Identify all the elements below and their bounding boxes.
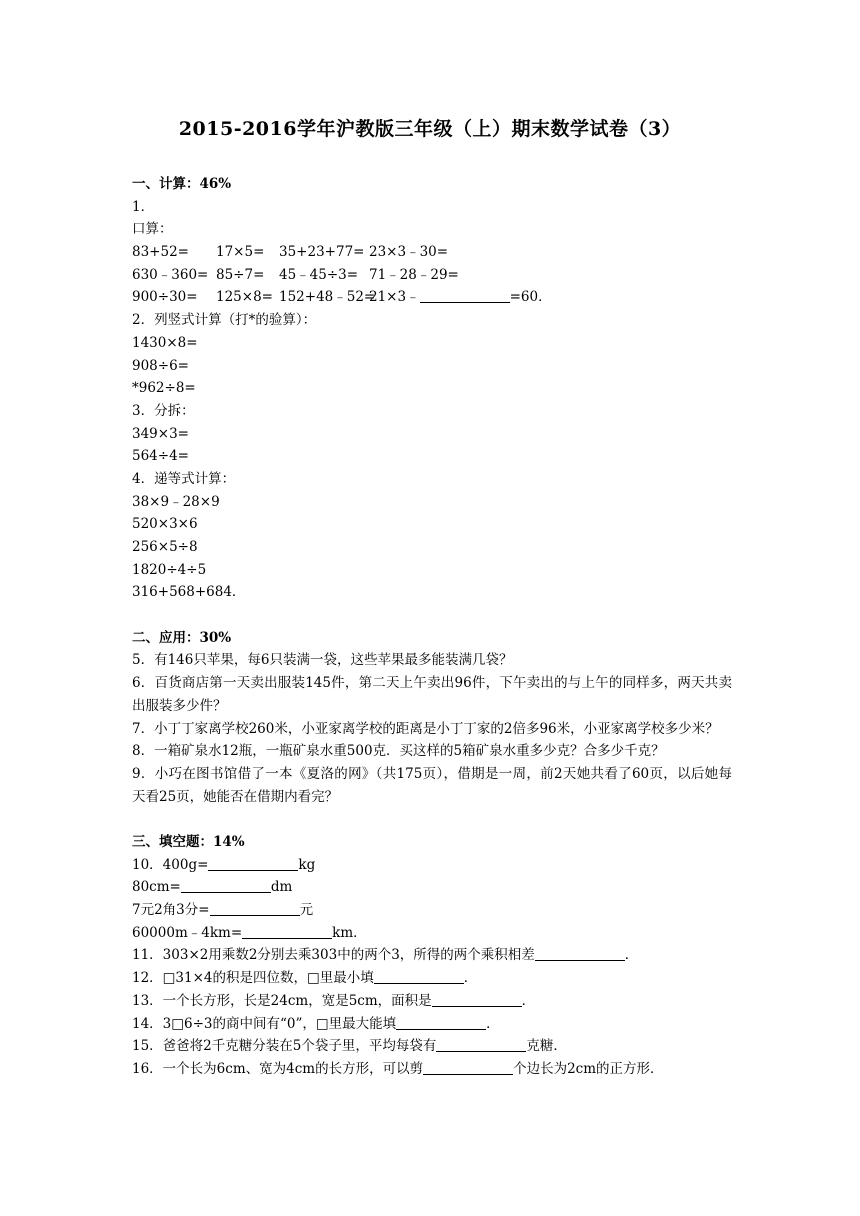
fill-item	[132, 922, 732, 945]
fill-pre: 14．3□6÷3的商中间有“0”，□里最大能填	[132, 1015, 397, 1032]
calc-item: 1430×8=	[132, 334, 198, 351]
fill-post: kg	[298, 856, 316, 873]
fill-post: 个边长为2cm的正方形．	[513, 1060, 664, 1077]
question-text: 7．小丁丁家离学校260米，小亚家离学校的距离是小丁丁家的2倍多96米，小亚家离学校多少米？	[132, 720, 719, 737]
fill-item	[132, 1058, 732, 1081]
calc-item: 349×3=	[132, 425, 189, 442]
answer-blank[interactable]	[396, 1015, 486, 1030]
answer-blank[interactable]	[436, 1037, 526, 1052]
calc-item: 908÷6=	[132, 357, 189, 374]
fill-post: ．	[463, 970, 478, 987]
oral-label: 口算：	[132, 221, 173, 238]
fill-pre: 80cm=	[132, 879, 181, 896]
page-title: 2015-2016学年沪教版三年级（上）期末数学试卷（3）	[178, 118, 682, 140]
question-text: 3．分拆：	[132, 402, 195, 419]
answer-blank[interactable]	[210, 901, 300, 916]
answer-blank[interactable]	[535, 946, 625, 961]
fill-item	[132, 876, 732, 899]
oral-row	[132, 264, 732, 287]
oral-item: 83+52=	[132, 244, 189, 261]
fill-pre: 16．一个长为6cm、宽为4cm的长方形，可以剪	[132, 1060, 424, 1077]
fill-pre: 15．爸爸将2千克糖分装在5个袋子里，平均每袋有	[132, 1038, 437, 1055]
fill-pre: 7元2角3分=	[132, 902, 210, 919]
fill-post: dm	[270, 879, 293, 896]
question-text: 5．有146只苹果，每6只装满一袋，这些苹果最多能装满几袋？	[132, 652, 513, 669]
oral-item: 71﹣28﹣29=	[369, 266, 459, 283]
question-number: 1．	[132, 198, 155, 215]
fill-post: 克糖．	[526, 1038, 567, 1055]
calc-item: 256×5÷8	[132, 539, 198, 555]
section-heading: 三、填空题：14%	[132, 834, 245, 851]
fill-item	[132, 944, 732, 967]
fill-pre: 13．一个长方形，长是24cm，宽是5cm，面积是	[132, 992, 432, 1009]
exam-content	[132, 173, 732, 1081]
answer-blank[interactable]	[208, 856, 298, 871]
fill-post: ．	[624, 947, 639, 964]
fill-pre: 60000m﹣4km=	[132, 924, 243, 941]
spacer	[132, 808, 732, 831]
section-heading: 一、计算：46%	[132, 176, 232, 192]
fill-item	[132, 854, 732, 877]
oral-item-text: 21×3﹣	[369, 289, 420, 306]
calc-item: 564÷4=	[132, 448, 189, 465]
fill-post: ．	[521, 992, 536, 1009]
answer-blank[interactable]	[374, 969, 464, 984]
oral-item	[369, 286, 732, 309]
oral-row	[132, 241, 732, 264]
calc-item: 38×9﹣28×9	[132, 493, 220, 510]
fill-post: 元	[299, 902, 314, 919]
section-heading: 二、应用：30%	[132, 629, 232, 646]
oral-item: 900÷30=	[132, 289, 198, 306]
answer-blank[interactable]	[420, 288, 510, 303]
question-text: 2．列竖式计算（打*的验算）：	[132, 312, 317, 329]
answer-blank[interactable]	[242, 924, 332, 939]
oral-item: 152+48﹣52=	[279, 289, 376, 306]
fill-post: ．	[486, 1015, 500, 1032]
question-text: 6．百货商店第一天卖出服装145件，第二天上午卖出96件，下午卖出的与上午的同样多，两天共卖出服装多少件？	[132, 675, 732, 714]
answer-blank[interactable]	[423, 1060, 513, 1075]
fill-item	[132, 899, 732, 922]
calc-item: 316+568+684．	[132, 584, 246, 601]
calc-item: 520×3×6	[132, 516, 198, 533]
fill-item	[132, 1013, 732, 1036]
oral-item: 35+23+77=	[279, 244, 365, 261]
oral-item: 85÷7=	[216, 266, 265, 283]
answer-blank[interactable]	[432, 992, 522, 1007]
calc-item: *962÷8=	[132, 380, 196, 397]
oral-item: 23×3﹣30=	[369, 244, 449, 261]
fill-pre: 10．400g=	[132, 856, 209, 873]
question-text: 8．一箱矿泉水12瓶，一瓶矿泉水重500克．买这样的5箱矿泉水重多少克？合多少千克？	[132, 743, 665, 760]
fill-item	[132, 967, 732, 990]
oral-item: 630﹣360=	[132, 266, 209, 283]
spacer	[132, 604, 732, 627]
fill-item	[132, 1035, 732, 1058]
oral-item: 125×8=	[216, 289, 273, 306]
calc-item: 1820÷4÷5	[132, 561, 207, 578]
oral-item: 17×5=	[216, 244, 265, 261]
answer-blank[interactable]	[181, 878, 271, 893]
question-text: 4．递等式计算：	[132, 470, 236, 487]
fill-item	[132, 990, 732, 1013]
fill-post: km．	[332, 924, 367, 941]
oral-tail: =60．	[509, 289, 552, 306]
fill-pre: 12．□31×4的积是四位数，□里最小填	[132, 970, 374, 987]
question-text: 9．小巧在图书馆借了一本《夏洛的网》（共175页），借期是一周，前2天她共看了60页，以后她每天看25页，她能否在借期内看完？	[132, 765, 732, 805]
oral-item: 45﹣45÷3=	[279, 266, 359, 283]
oral-row	[132, 286, 732, 309]
fill-pre: 11．303×2用乘数2分别去乘303中的两个3，所得的两个乘积相差	[132, 947, 535, 964]
